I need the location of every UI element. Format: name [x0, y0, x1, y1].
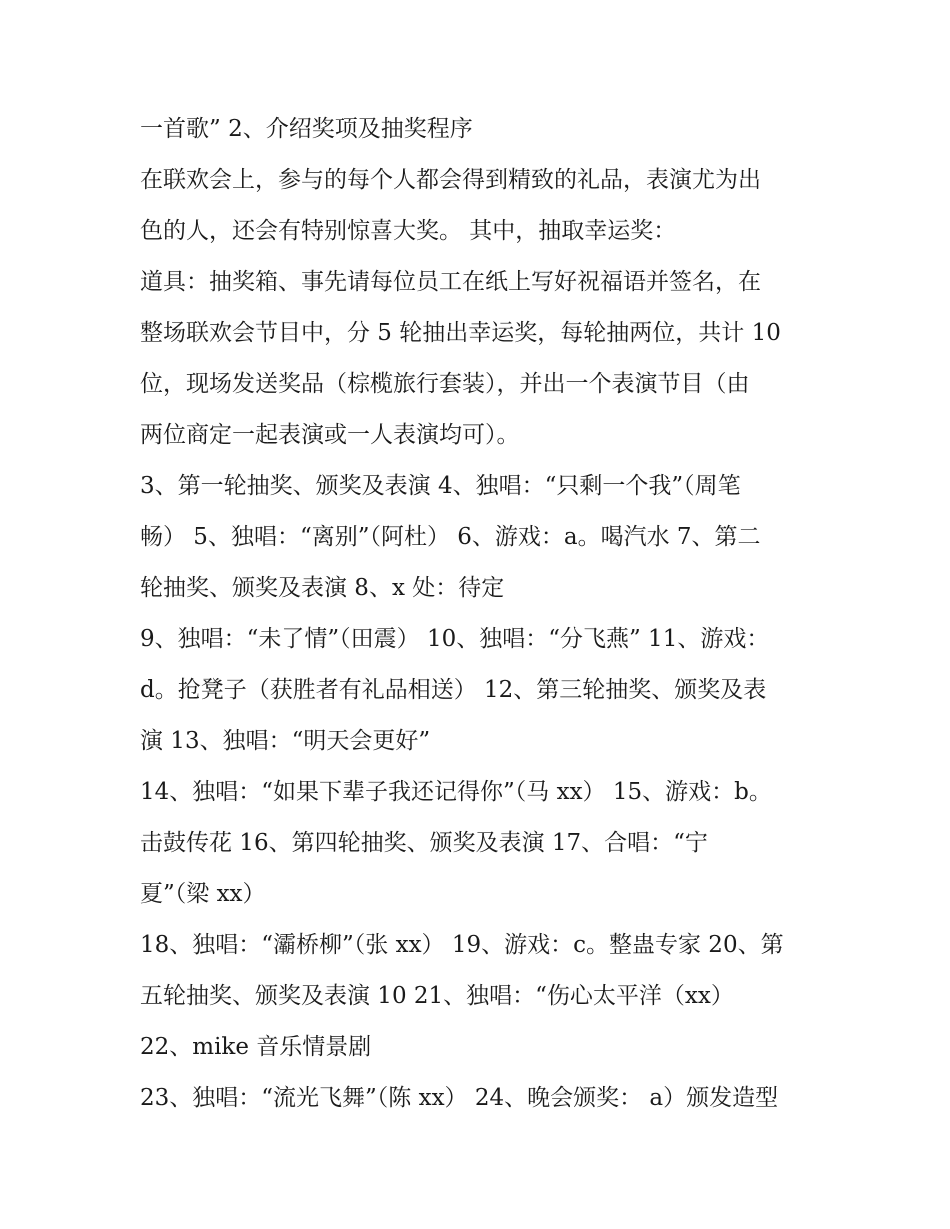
text-line: 整场联欢会节目中，分 5 轮抽出幸运奖，每轮抽两位，共计 10	[140, 320, 781, 346]
text-line: 两位商定一起表演或一人表演均可）。	[140, 422, 520, 448]
text-line: 在联欢会上，参与的每个人都会得到精致的礼品，表演尤为出	[140, 167, 761, 193]
text-line: 轮抽奖、颁奖及表演 8、x 处：待定	[140, 575, 505, 601]
text-line: 色的人，还会有特别惊喜大奖。 其中，抽取幸运奖：	[140, 218, 677, 244]
text-line: 9、独唱：“未了情”（田震） 10、独唱：“分飞燕” 11、游戏：	[140, 626, 770, 652]
text-line: 22、mike 音乐情景剧	[140, 1034, 372, 1060]
text-line: 击鼓传花 16、第四轮抽奖、颁奖及表演 17、合唱：“宁	[140, 830, 708, 856]
document-body	[140, 104, 820, 1124]
text-line: 23、独唱：“流光飞舞”（陈 xx） 24、晚会颁奖： a）颁发造型	[140, 1085, 779, 1111]
text-line: 一首歌” 2、介绍奖项及抽奖程序	[140, 116, 473, 142]
text-line: 3、第一轮抽奖、颁奖及表演 4、独唱：“只剩一个我”（周笔	[140, 473, 741, 499]
text-line: d。抢凳子（获胜者有礼品相送） 12、第三轮抽奖、颁奖及表	[140, 677, 767, 703]
text-line: 夏”（梁 xx）	[140, 881, 266, 907]
text-line: 演 13、独唱：“明天会更好”	[140, 728, 431, 754]
text-line: 18、独唱：“灞桥柳”（张 xx） 19、游戏：c。整蛊专家 20、第	[140, 932, 784, 958]
text-line: 五轮抽奖、颁奖及表演 10 21、独唱：“伤心太平洋（xx）	[140, 983, 734, 1009]
text-line: 14、独唱：“如果下辈子我还记得你”（马 xx） 15、游戏：b。	[140, 779, 772, 805]
text-line: 道具：抽奖箱、事先请每位员工在纸上写好祝福语并签名，在	[140, 269, 761, 295]
text-line: 畅） 5、独唱：“离别”（阿杜） 6、游戏：a。喝汽水 7、第二	[140, 524, 761, 550]
text-line: 位，现场发送奖品（棕榄旅行套装），并出一个表演节目（由	[140, 371, 750, 397]
